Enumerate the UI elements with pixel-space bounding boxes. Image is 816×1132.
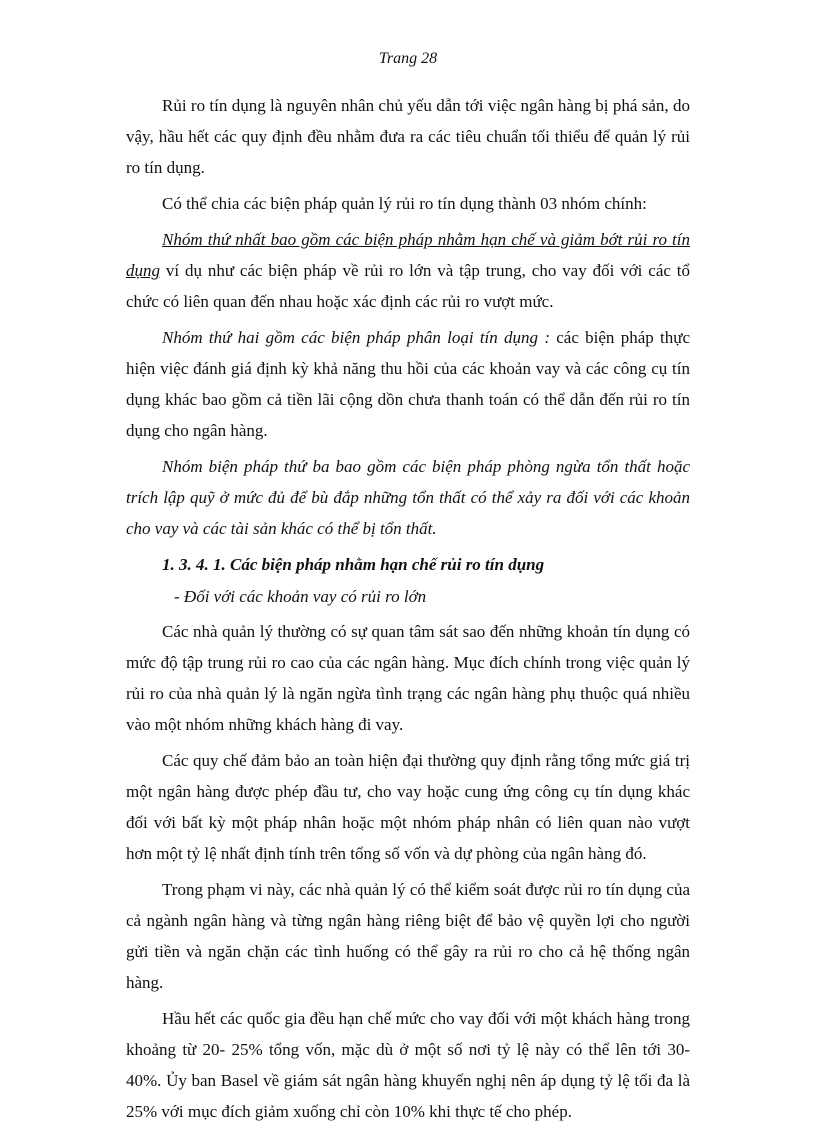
paragraph-4 (126, 322, 690, 446)
section-heading: 1. 3. 4. 1. Các biện pháp nhằm hạn chế rủi ro tín dụng (162, 555, 545, 574)
paragraph-5: Nhóm biện pháp thứ ba bao gồm các biện pháp phòng ngừa tổn thất hoặc trích lập quỹ ở mức đủ để bù đắp những tổn thất có thể xảy ra đối với các khoản cho vay và các tài sản khác có thể bị tổn thất. (126, 457, 690, 538)
paragraph-3-lead: Nhóm thứ nhất bao gồm các biện pháp nhằm hạn chế và giảm bớt rủi ro tín dụng (126, 230, 690, 280)
page-body (126, 90, 690, 1132)
sub-heading: - Đối với các khoản vay có rủi ro lớn (174, 587, 427, 606)
paragraph-9: Hầu hết các quốc gia đều hạn chế mức cho vay đối với một khách hàng trong khoảng từ 20- 25% tổng vốn, mặc dù ở một số nơi tỷ lệ này có thể lên tới 30- 40%. Ủy ban Basel về giám sát ngân hàng khuyến nghị nên áp dụng tỷ lệ tối đa là 25% với mục đích giảm xuống chỉ còn 10% khi thực tế cho phép. (126, 1009, 690, 1121)
paragraph-4-lead: Nhóm thứ hai gồm các biện pháp phân loại tín dụng : (162, 328, 550, 347)
paragraph-1: Rủi ro tín dụng là nguyên nhân chủ yếu dẫn tới việc ngân hàng bị phá sản, do vậy, hầu hết các quy định đều nhằm đưa ra các tiêu chuẩn tối thiểu để quản lý rủi ro tín dụng. (126, 96, 690, 177)
paragraph-4-body: các biện pháp thực hiện việc đánh giá định kỳ khả năng thu hồi của các khoản vay và các công cụ tín dụng khác bao gồm cả tiền lãi cộng dồn chưa thanh toán có thể dẫn đến rủi ro tín dụng cho ngân hàng. (126, 328, 690, 440)
paragraph-8: Trong phạm vi này, các nhà quản lý có thể kiểm soát được rủi ro tín dụng của cả ngành ngân hàng và từng ngân hàng riêng biệt để bảo vệ quyền lợi cho người gửi tiền và ngăn chặn các tình huống có thể gây ra rủi ro cho cả hệ thống ngân hàng. (126, 880, 690, 992)
page-header: Trang 28 (378, 50, 438, 67)
paragraph-6: Các nhà quản lý thường có sự quan tâm sát sao đến những khoản tín dụng có mức độ tập trung rủi ro cao của các ngân hàng. Mục đích chính trong việc quản lý rủi ro của nhà quản lý là ngăn ngừa tình trạng các ngân hàng phụ thuộc quá nhiều vào một nhóm những khách hàng đi vay. (126, 622, 690, 734)
paragraph-3 (126, 224, 690, 317)
paragraph-2: Có thể chia các biện pháp quản lý rủi ro tín dụng thành 03 nhóm chính: (162, 194, 647, 213)
paragraph-7: Các quy chế đảm bảo an toàn hiện đại thường quy định rằng tổng mức giá trị một ngân hàng được phép đầu tư, cho vay hoặc cung ứng công cụ tín dụng khác đối với bất kỳ một pháp nhân hoặc một nhóm pháp nhân có liên quan nào vượt hơn một tỷ lệ nhất định tính trên tổng số vốn và dự phòng của ngân hàng đó. (126, 751, 690, 863)
paragraph-3-body: ví dụ như các biện pháp về rủi ro lớn và tập trung, cho vay đối với các tổ chức có liên quan đến nhau hoặc xác định các rủi ro vượt mức. (126, 261, 690, 311)
